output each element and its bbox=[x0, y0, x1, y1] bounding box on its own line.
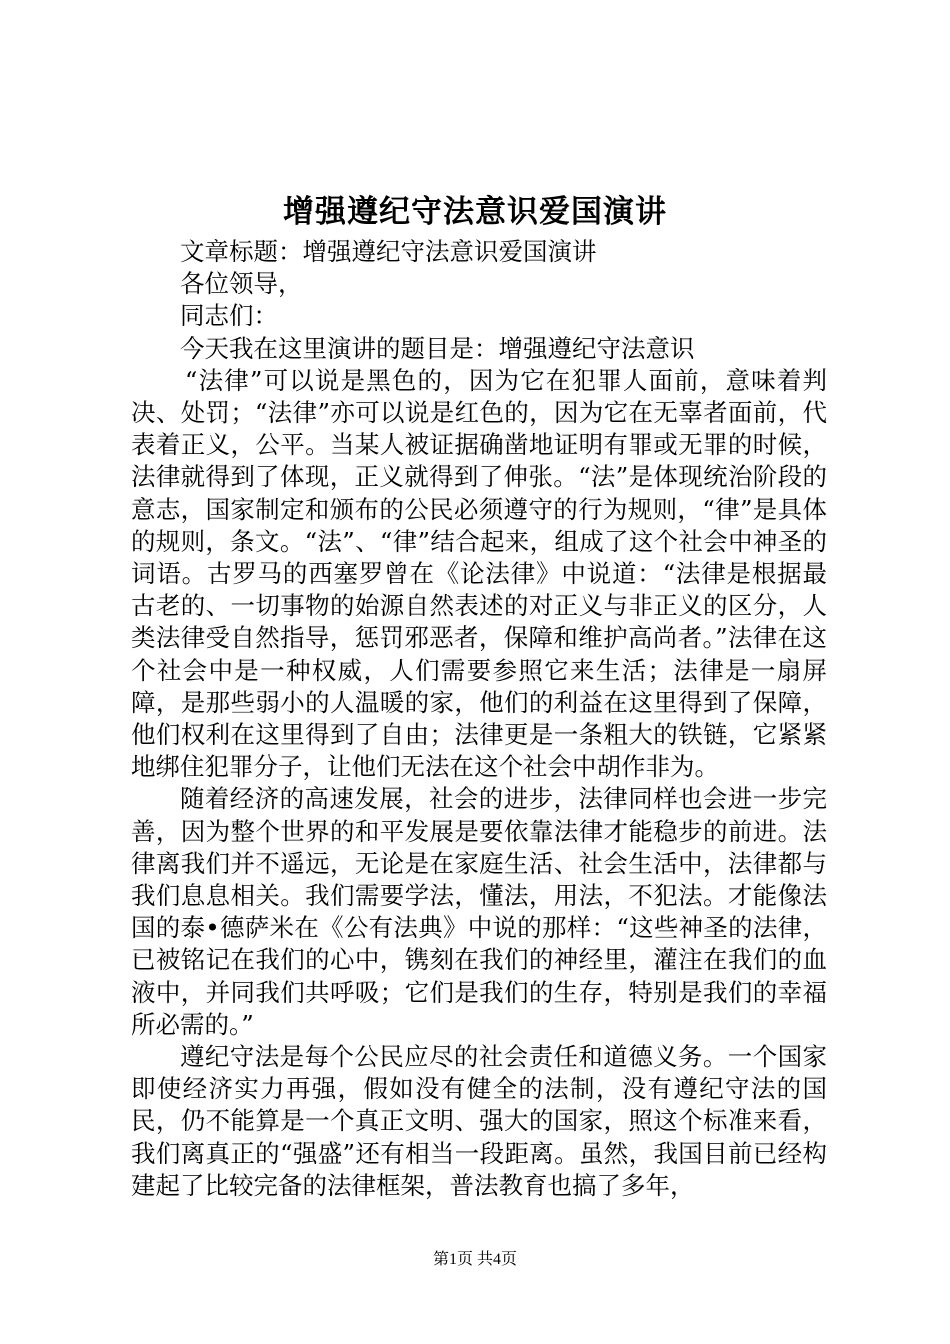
body-paragraph: “法律”可以说是黑色的，因为它在犯罪人面前，意味着判决、处罚；“法律”亦可以说是红色的，因为它在无辜者面前，代表着正义，公平。当某人被证据确凿地证明有罪或无罪的时候，法律就得到了体现，正义就得到了伸张。“法”是体现统治阶段的意志，国家制定和颁布的公民必须遵守的行为规则，“律”是具体的规则，条文。“法”、“律”结合起来，组成了这个社会中神圣的词语。古罗马的西塞罗曾在《论法律》中说道：“法律是根据最古老的、一切事物的始源自然表述的对正义与非正义的区分，人类法律受自然指导，惩罚邪恶者，保障和维护高尚者。”法律在这个社会中是一种权威，人们需要参照它来生活；法律是一扇屏障，是那些弱小的人温暖的家，他们的利益在这里得到了保障，他们权利在这里得到了自由；法律更是一条粗大的铁链，它紧紧地绑住犯罪分子，让他们无法在这个社会中胡作非为。 bbox=[131, 365, 827, 782]
body-paragraph: 随着经济的高速发展，社会的进步，法律同样也会进一步完善，因为整个世界的和平发展是要依靠法律才能稳步的前进。法律离我们并不遥远，无论是在家庭生活、社会生活中，法律都与我们息息相关。我们需要学法，懂法，用法，不犯法。才能像法国的泰•德萨米在《公有法典》中说的那样：“这些神圣的法律，已被铭记在我们的心中，镌刻在我们的神经里，灌注在我们的血液中，并同我们共呼吸；它们是我们的生存，特别是我们的幸福所必需的。” bbox=[131, 784, 827, 1039]
salutation-leaders: 各位领导， bbox=[180, 269, 303, 299]
body-paragraph: 遵纪守法是每个公民应尽的社会责任和道德义务。一个国家即使经济实力再强，假如没有健全的法制，没有遵纪守法的国民，仍不能算是一个真正文明、强大的国家，照这个标准来看，我们离真正的“强盛”还有相当一段距离。虽然，我国目前已经构建起了比较完备的法律框架，普法教育也搞了多年， bbox=[131, 1042, 827, 1200]
page-footer: 第1页 共4页 bbox=[432, 1251, 517, 1268]
article-title-line: 文章标题：增强遵纪守法意识爱国演讲 bbox=[180, 237, 597, 266]
document-body bbox=[131, 236, 827, 1202]
document-title: 增强遵纪守法意识爱国演讲 bbox=[283, 194, 667, 230]
salutation-comrades: 同志们： bbox=[180, 301, 278, 331]
speech-topic: 今天我在这里演讲的题目是：增强遵纪守法意识 bbox=[180, 333, 695, 363]
